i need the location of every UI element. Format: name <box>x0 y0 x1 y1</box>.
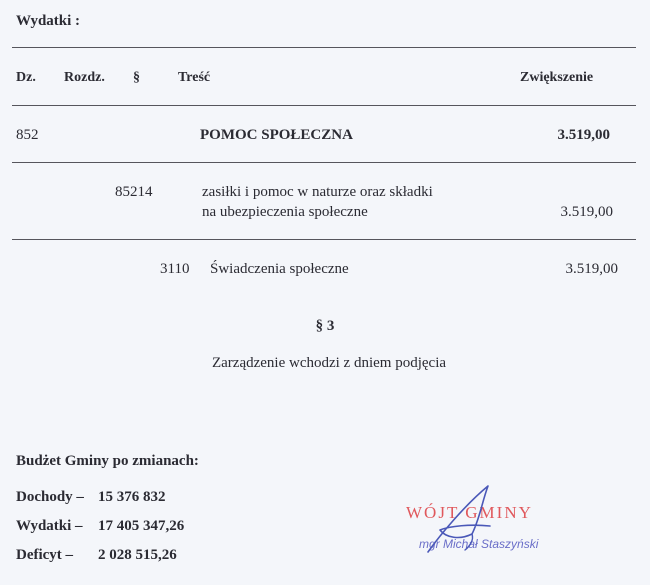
budget-value: 2 028 515,26 <box>98 547 177 563</box>
budget-label: Wydatki – <box>16 518 83 534</box>
row-tresc-line1: zasiłki i pomoc w naturze oraz składki <box>202 184 433 200</box>
row-tresc: POMOC SPOŁECZNA <box>200 127 353 143</box>
divider <box>12 47 636 48</box>
paragraph-heading: § 3 <box>315 318 335 334</box>
section-title: Wydatki : <box>16 13 81 29</box>
stamp-title: WÓJT GMINY <box>406 503 533 522</box>
signature-icon <box>410 480 510 560</box>
divider <box>12 239 636 240</box>
budget-value: 17 405 347,26 <box>98 518 185 534</box>
header-rozdz: Rozdz. <box>64 70 105 85</box>
header-tresc: Treść <box>178 70 211 85</box>
budget-label: Dochody – <box>16 489 84 505</box>
row-amount: 3.519,00 <box>565 261 618 277</box>
stamp-name: mgr Michał Staszyński <box>419 537 539 551</box>
row-tresc: Świadczenia społeczne <box>210 261 349 277</box>
header-paragraph: § <box>133 70 140 85</box>
paragraph-text: Zarządzenie wchodzi z dniem podjęcia <box>211 355 447 371</box>
row-amount: 3.519,00 <box>557 127 610 143</box>
divider <box>12 105 636 106</box>
budget-label: Deficyt – <box>16 547 74 563</box>
row-dz: 852 <box>16 127 39 143</box>
divider <box>12 162 636 163</box>
row-paragraph: 3110 <box>160 261 190 277</box>
header-dz: Dz. <box>16 70 36 85</box>
budget-title: Budżet Gminy po zmianach: <box>16 453 199 469</box>
row-amount: 3.519,00 <box>560 204 613 220</box>
row-rozdz: 85214 <box>115 184 153 200</box>
row-tresc-line2: na ubezpieczenia społeczne <box>202 204 368 220</box>
budget-value: 15 376 832 <box>98 489 166 505</box>
header-zwiekszenie: Zwiększenie <box>520 70 594 85</box>
